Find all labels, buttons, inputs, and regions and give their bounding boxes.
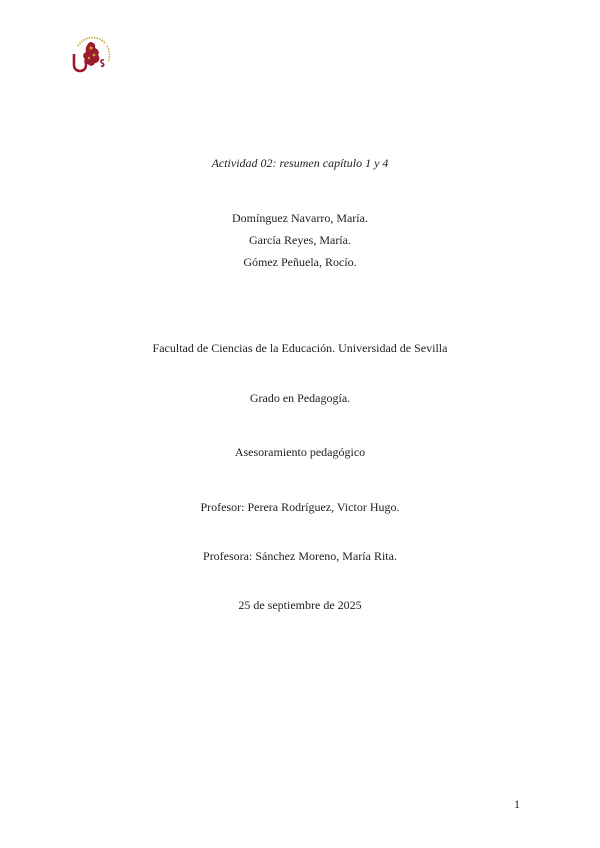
author-1: Domínguez Navarro, María. (232, 211, 368, 225)
author-3: Gómez Peñuela, Rocío. (243, 255, 357, 269)
page-number: 1 (514, 797, 520, 811)
author-2: García Reyes, María. (249, 233, 351, 247)
document-title: Actividad 02: resumen capítulo 1 y 4 (211, 156, 389, 170)
university-logo (70, 36, 112, 74)
document-date: 25 de septiembre de 2025 (238, 598, 362, 612)
course-line: Asesoramiento pedagógico (234, 445, 366, 459)
teacher-1: Profesor: Perera Rodríguez, Victor Hugo. (200, 500, 400, 514)
teacher-2: Profesora: Sánchez Moreno, María Rita. (203, 549, 397, 563)
degree-line: Grado en Pedagogía. (249, 391, 351, 405)
faculty-line: Facultad de Ciencias de la Educación. Universidad de Sevilla (152, 341, 448, 355)
